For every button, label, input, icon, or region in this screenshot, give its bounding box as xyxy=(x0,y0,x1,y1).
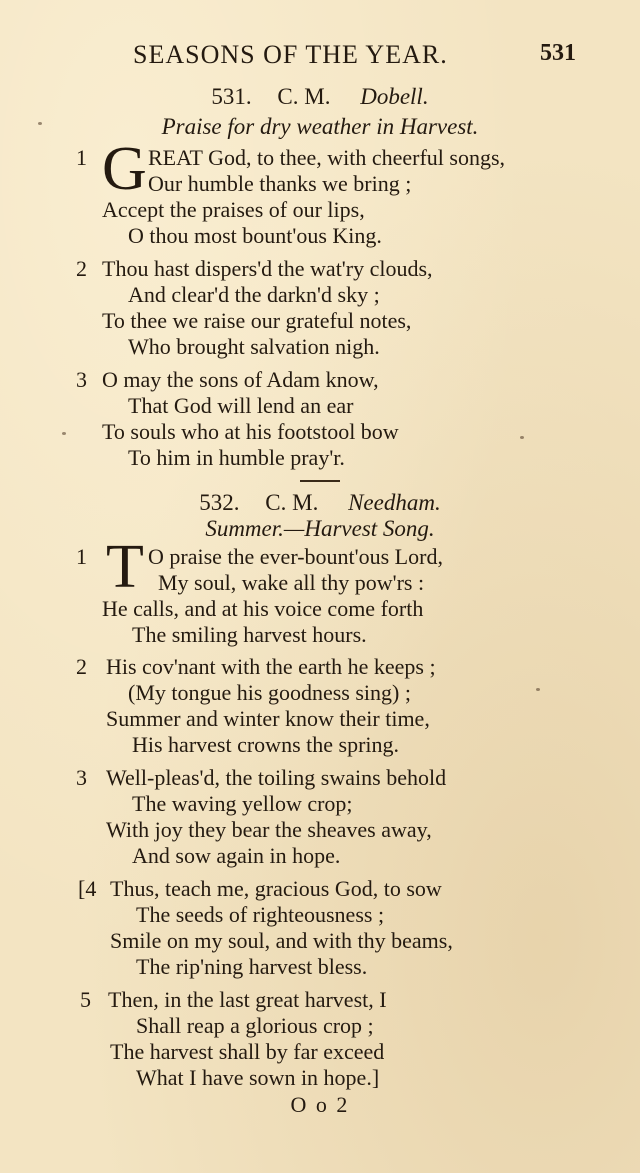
verse-line: That God will lend an ear xyxy=(128,393,354,418)
hymn-tune: Needham. xyxy=(348,490,441,515)
verse-line: The waving yellow crop; xyxy=(132,791,353,816)
verse-line: To souls who at his footstool bow xyxy=(102,419,399,444)
verse-number: 2 xyxy=(76,256,87,281)
verse-line: My soul, wake all thy pow'rs : xyxy=(158,570,425,595)
page-number: 531 xyxy=(540,40,576,66)
verse-line: Accept the praises of our lips, xyxy=(102,197,365,222)
verse-line: Summer and winter know their time, xyxy=(106,706,430,731)
verse-line: And sow again in hope. xyxy=(132,843,341,868)
verse-line: Smile on my soul, and with thy beams, xyxy=(110,928,453,953)
verse-line: Who brought salvation nigh. xyxy=(128,334,380,359)
drop-cap: G xyxy=(102,135,147,203)
hymn-meter: C. M. xyxy=(265,490,319,515)
hymn-531-subtitle: Praise for dry weather in Harvest. xyxy=(161,114,479,139)
paper-speck xyxy=(62,432,66,435)
hymn-531-heading xyxy=(0,84,640,110)
section-divider xyxy=(300,480,340,482)
verse-line: O praise the ever-bount'ous Lord, xyxy=(148,544,443,569)
verse-line: The harvest shall by far exceed xyxy=(110,1039,385,1064)
verse-line: And clear'd the darkn'd sky ; xyxy=(128,282,380,307)
verse-line: Our humble thanks we bring ; xyxy=(148,171,412,196)
drop-cap: T xyxy=(106,533,144,601)
verse-line: The seeds of righteousness ; xyxy=(136,902,385,927)
hymn-tune: Dobell. xyxy=(360,84,429,109)
hymn-number: 532. xyxy=(199,490,240,515)
verse-line: Well-pleas'd, the toiling swains behold xyxy=(106,765,447,790)
verse-line: Shall reap a glorious crop ; xyxy=(136,1013,374,1038)
verse-line: To him in humble pray'r. xyxy=(128,445,345,470)
verse-number: 3 xyxy=(76,765,87,790)
running-head xyxy=(0,38,640,78)
hymn-532-subtitle: Summer.—Harvest Song. xyxy=(205,516,435,541)
verse-line: O thou most bount'ous King. xyxy=(128,223,382,248)
verse-line: Then, in the last great harvest, I xyxy=(108,987,387,1012)
verse-line: Thus, teach me, gracious God, to sow xyxy=(110,876,442,901)
verse-line: O may the sons of Adam know, xyxy=(102,367,379,392)
paper-speck xyxy=(520,436,524,439)
paper-speck xyxy=(536,688,540,691)
verse-number: 3 xyxy=(76,367,87,392)
verse-number: [4 xyxy=(78,876,97,901)
verse-number: 5 xyxy=(80,987,91,1012)
verse-line: REAT God, to thee, with cheerful songs, xyxy=(148,145,506,170)
paper-speck xyxy=(38,122,42,125)
verse-number: 1 xyxy=(76,544,87,569)
verse-line: His harvest crowns the spring. xyxy=(132,732,400,757)
signature-mark: O o 2 xyxy=(290,1092,350,1117)
verse-line: To thee we raise our grateful notes, xyxy=(102,308,412,333)
verse-number: 1 xyxy=(76,145,87,170)
hymn-532-heading xyxy=(0,490,640,516)
verse-line: (My tongue his goodness sing) ; xyxy=(128,680,411,705)
hymn-meter: C. M. xyxy=(277,84,331,109)
verse-line: What I have sown in hope.] xyxy=(136,1065,380,1090)
verse-number: 2 xyxy=(76,654,87,679)
running-head-title: SEASONS OF THE YEAR. xyxy=(133,40,448,69)
verse-line: With joy they bear the sheaves away, xyxy=(106,817,432,842)
verse-line: The smiling harvest hours. xyxy=(132,622,367,647)
verse-line: He calls, and at his voice come forth xyxy=(102,596,424,621)
verse-line: Thou hast dispers'd the wat'ry clouds, xyxy=(102,256,433,281)
verse-line: The rip'ning harvest bless. xyxy=(136,954,368,979)
hymn-number: 531. xyxy=(211,84,252,109)
verse-line: His cov'nant with the earth he keeps ; xyxy=(106,654,436,679)
